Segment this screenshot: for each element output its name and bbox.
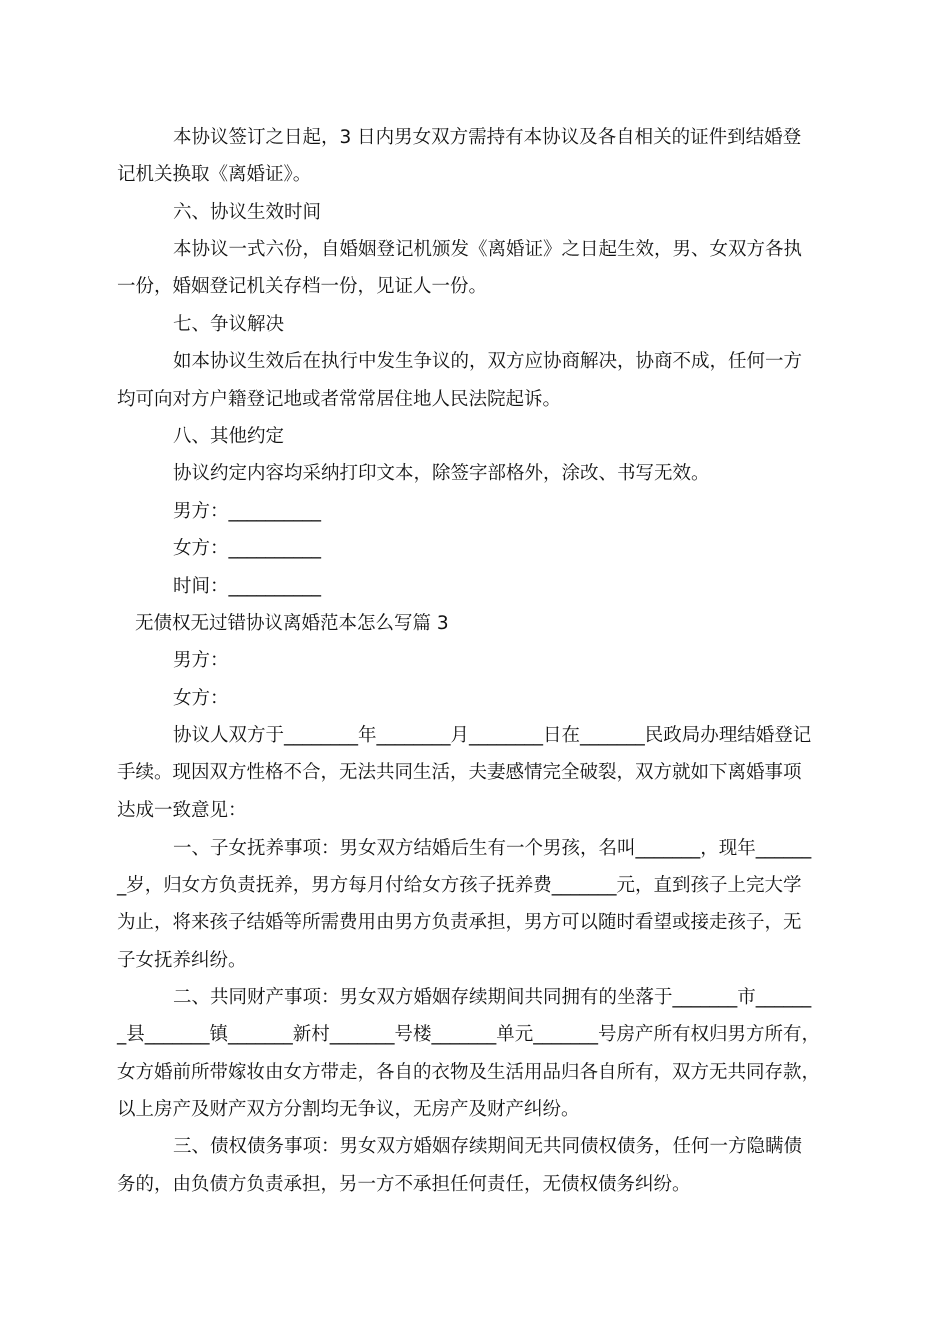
paragraph-line: 一份，婚姻登记机关存档一份，见证人一份。 bbox=[117, 276, 488, 297]
paragraph-line: 手续。现因双方性格不合，无法共同生活，夫妻感情完全破裂，双方就如下离婚事项 bbox=[117, 762, 802, 783]
paragraph-line: 二、共同财产事项：男女双方婚姻存续期间共同拥有的坐落于_______市______ bbox=[173, 987, 812, 1008]
signature-male: 男方：__________ bbox=[173, 501, 322, 522]
party-female: 女方： bbox=[173, 688, 229, 709]
document-title: 无债权无过错协议离婚范本怎么写篇 3 bbox=[135, 613, 449, 634]
party-male: 男方： bbox=[173, 650, 229, 671]
paragraph-line: _岁，归女方负责抚养，男方每月付给女方孩子抚养费_______元，直到孩子上完大学 bbox=[117, 875, 802, 896]
paragraph-line: 女方婚前所带嫁妆由女方带走，各自的衣物及生活用品归各自所有，双方无共同存款， bbox=[117, 1062, 821, 1083]
paragraph-line: 本协议一式六份，自婚姻登记机颁发《离婚证》之日起生效，男、女双方各执 bbox=[173, 239, 803, 260]
paragraph-line: 子女抚养纠纷。 bbox=[117, 950, 247, 971]
signature-female: 女方：__________ bbox=[173, 538, 322, 559]
paragraph-line: 均可向对方户籍登记地或者常常居住地人民法院起诉。 bbox=[117, 389, 562, 410]
paragraph-line: 三、债权债务事项：男女双方婚姻存续期间无共同债权债务，任何一方隐瞒债 bbox=[173, 1136, 803, 1157]
paragraph-line: 达成一致意见： bbox=[117, 800, 247, 821]
paragraph-line: 务的，由负债方负责承担，另一方不承担任何责任，无债权债务纠纷。 bbox=[117, 1174, 691, 1195]
paragraph-line: 协议约定内容均采纳打印文本，除签字部格外，涂改、书写无效。 bbox=[173, 463, 710, 484]
paragraph-line: 本协议签订之日起，3 日内男女双方需持有本协议及各自相关的证件到结婚登 bbox=[173, 127, 802, 148]
paragraph-line: 一、子女抚养事项：男女双方结婚后生有一个男孩，名叫_______，现年______ bbox=[173, 838, 812, 859]
paragraph-line: 为止，将来孩子结婚等所需费用由男方负责承担，男方可以随时看望或接走孩子，无 bbox=[117, 912, 802, 933]
section-heading: 七、争议解决 bbox=[173, 314, 285, 335]
paragraph-line: 记机关换取《离婚证》。 bbox=[117, 164, 312, 185]
paragraph-line: _县_______镇_______新村_______号楼_______单元_______号房产所有权归男方所有， bbox=[117, 1024, 821, 1045]
section-heading: 六、协议生效时间 bbox=[173, 202, 322, 223]
paragraph-line: 以上房产及财产双方分割均无争议，无房产及财产纠纷。 bbox=[117, 1099, 580, 1120]
signature-date: 时间：__________ bbox=[173, 576, 322, 597]
paragraph-line: 如本协议生效后在执行中发生争议的，双方应协商解决，协商不成，任何一方 bbox=[173, 351, 803, 372]
section-heading: 八、其他约定 bbox=[173, 426, 285, 447]
paragraph-line: 协议人双方于________年________月________日在_______民政局办理结婚登记 bbox=[173, 725, 812, 746]
